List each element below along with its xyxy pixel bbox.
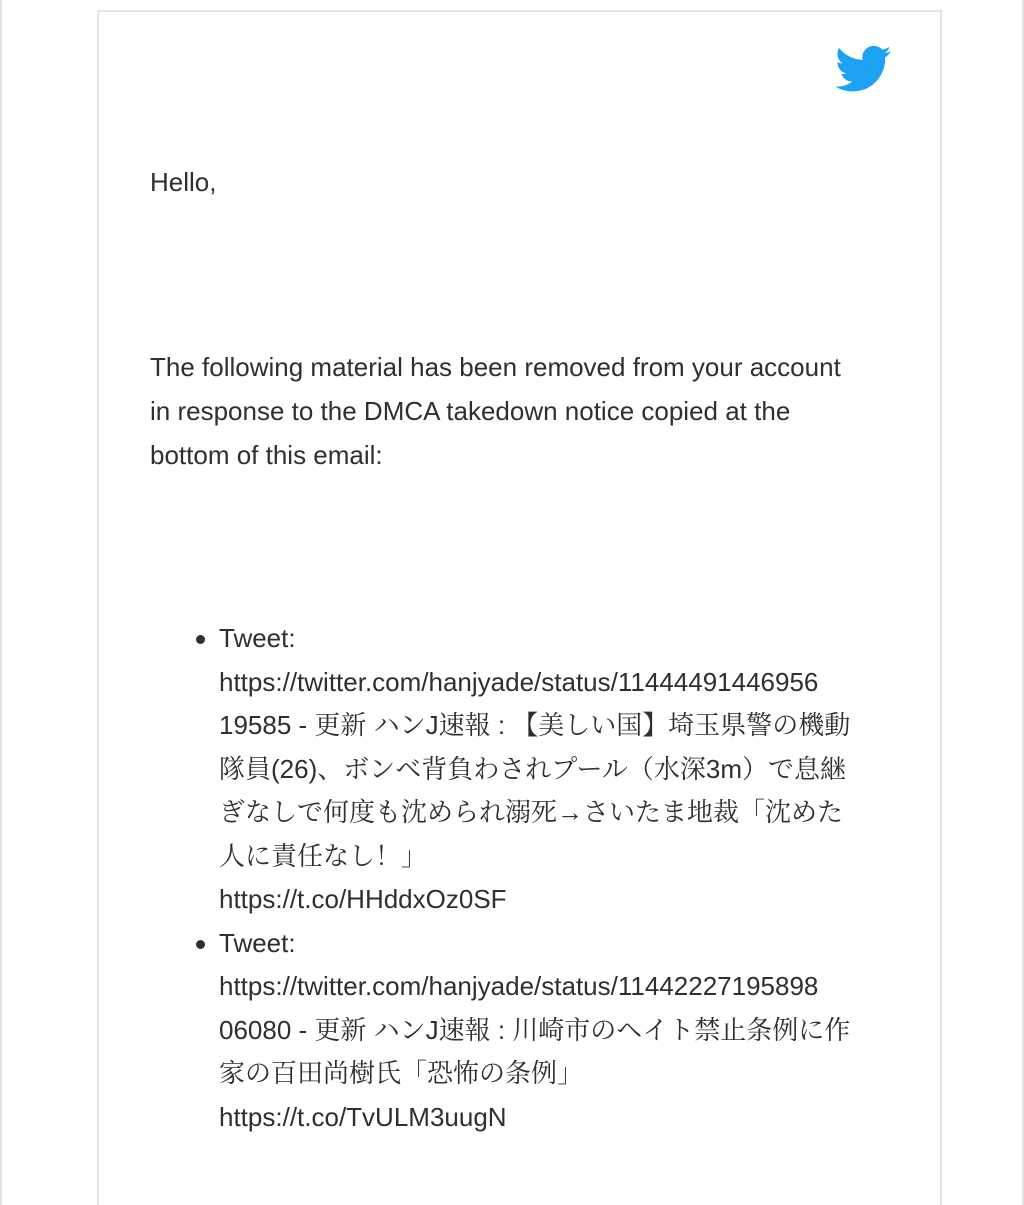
item-short-link: https://t.co/TvULM3uugN: [219, 1101, 507, 1132]
list-item: [219, 922, 941, 1140]
twitter-bird-icon: [836, 45, 892, 93]
item-text: https://twitter.com/hanjyade/status/11444491446956: [219, 666, 819, 697]
left-divider: [0, 0, 2, 1205]
intro-line: The following material has been removed from your account: [150, 352, 841, 382]
item-text: ぎなしで何度も沈められ溺死→さいたま地裁「沈めた: [219, 797, 844, 827]
intro-line: in response to the DMCA takedown notice copied at the: [150, 396, 791, 426]
item-text: 19585 - 更新 ハンJ速報 : 【美しい国】埼玉県警の機動: [219, 710, 851, 740]
intro-line: bottom of this email:: [150, 440, 383, 470]
item-text: 06080 - 更新 ハンJ速報 : 川崎市のヘイト禁止条例に作: [219, 1014, 851, 1045]
item-text: 家の百田尚樹氏「恐怖の条例」: [219, 1058, 584, 1088]
removed-material-list: [159, 617, 941, 1139]
list-item: [219, 617, 941, 922]
item-text: https://twitter.com/hanjyade/status/11442227195898: [219, 971, 819, 1001]
greeting-text: Hello,: [150, 167, 217, 197]
intro-paragraph: [150, 345, 895, 477]
item-label: Tweet:: [219, 927, 296, 958]
item-text: 人に責任なし！」: [219, 840, 428, 871]
item-label: Tweet:: [219, 623, 296, 653]
item-text: 隊員(26)、ボンベ背負わされプール（水深3m）で息継: [219, 753, 847, 784]
item-short-link: https://t.co/HHddxOz0SF: [219, 884, 507, 914]
bullet-icon: [196, 940, 205, 949]
email-card: [97, 10, 942, 1205]
bullet-icon: [196, 635, 205, 644]
